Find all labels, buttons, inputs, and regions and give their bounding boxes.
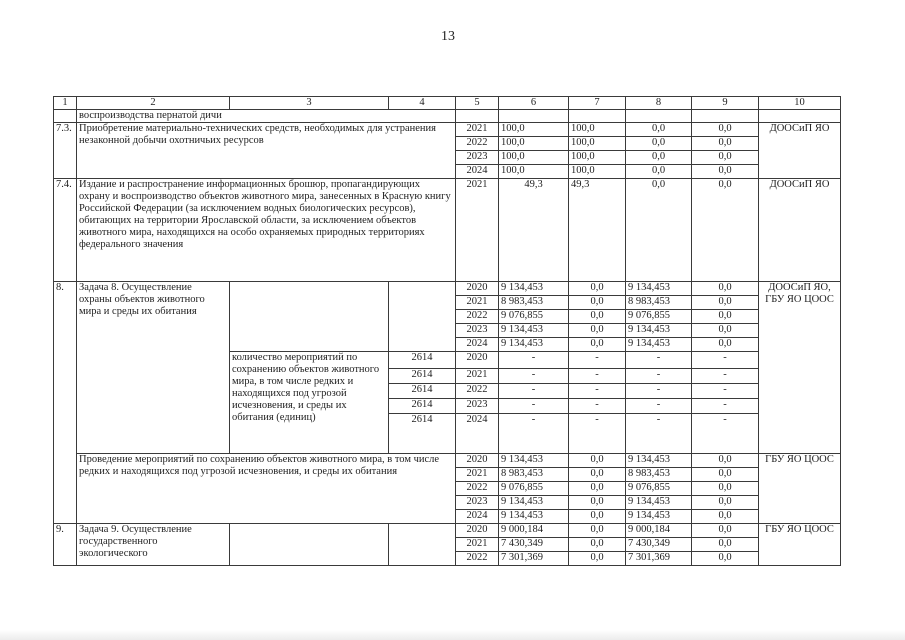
value-cell: 0,0 <box>569 468 626 482</box>
year-cell: 2021 <box>456 296 499 310</box>
row-number: 7.3. <box>54 123 77 179</box>
empty-cell <box>389 282 456 352</box>
value-cell: 7 301,369 <box>626 552 692 566</box>
dash-cell: - <box>499 384 569 399</box>
empty-cell <box>54 110 77 123</box>
header-cell: 9 <box>692 97 759 110</box>
indicator-value: 2614 <box>389 369 456 384</box>
year-cell: 2021 <box>456 369 499 384</box>
executor-cell: ДООСиП ЯО <box>759 123 841 179</box>
value-cell: 0,0 <box>692 338 759 352</box>
dash-cell: - <box>692 414 759 454</box>
dash-cell: - <box>692 384 759 399</box>
dash-cell: - <box>499 414 569 454</box>
header-cell: 3 <box>230 97 389 110</box>
value-cell: 0,0 <box>569 454 626 468</box>
value-cell: 9 076,855 <box>626 310 692 324</box>
executor-cell: ГБУ ЯО ЦООС <box>759 524 841 566</box>
value-cell: 9 134,453 <box>499 496 569 510</box>
value-cell: 0,0 <box>692 468 759 482</box>
year-cell: 2022 <box>456 384 499 399</box>
executor-cell: ДООСиП ЯО <box>759 179 841 282</box>
value-cell: 0,0 <box>692 310 759 324</box>
value-cell: 0,0 <box>626 165 692 179</box>
value-cell: 9 076,855 <box>626 482 692 496</box>
scan-edge <box>0 630 905 640</box>
value-cell: 100,0 <box>569 151 626 165</box>
value-cell: 9 000,184 <box>499 524 569 538</box>
value-cell: 0,0 <box>626 137 692 151</box>
year-cell: 2020 <box>456 454 499 468</box>
dash-cell: - <box>569 384 626 399</box>
row-number: 7.4. <box>54 179 77 282</box>
value-cell: 9 134,453 <box>499 510 569 524</box>
dash-cell: - <box>569 369 626 384</box>
value-cell: 0,0 <box>692 482 759 496</box>
row-name: Приобретение материально-технических средств, необходимых для устранения незаконной добычи охотничьих ресурсов <box>77 123 456 179</box>
dash-cell: - <box>626 414 692 454</box>
value-cell: 0,0 <box>626 179 692 282</box>
value-cell: 0,0 <box>692 179 759 282</box>
value-cell: 0,0 <box>692 552 759 566</box>
value-cell: 0,0 <box>626 151 692 165</box>
value-cell: 0,0 <box>569 324 626 338</box>
indicator-value: 2614 <box>389 352 456 369</box>
dash-cell: - <box>499 352 569 369</box>
year-cell: 2023 <box>456 324 499 338</box>
value-cell: 0,0 <box>692 454 759 468</box>
value-cell: 0,0 <box>569 296 626 310</box>
value-cell: 9 134,453 <box>499 338 569 352</box>
year-cell: 2021 <box>456 538 499 552</box>
year-cell: 2022 <box>456 482 499 496</box>
value-cell: 0,0 <box>569 310 626 324</box>
value-cell: 0,0 <box>692 524 759 538</box>
executor-cell: ГБУ ЯО ЦООС <box>759 454 841 524</box>
empty-cell <box>230 524 389 566</box>
value-cell: 0,0 <box>692 296 759 310</box>
value-cell: 0,0 <box>569 552 626 566</box>
dash-cell: - <box>692 399 759 414</box>
value-cell: 0,0 <box>692 496 759 510</box>
value-cell: 49,3 <box>569 179 626 282</box>
value-cell: 0,0 <box>569 510 626 524</box>
dash-cell: - <box>569 352 626 369</box>
year-cell: 2020 <box>456 524 499 538</box>
indicator-value: 2614 <box>389 384 456 399</box>
value-cell: 49,3 <box>499 179 569 282</box>
header-cell: 8 <box>626 97 692 110</box>
value-cell: 100,0 <box>499 151 569 165</box>
value-cell: 0,0 <box>692 282 759 296</box>
dash-cell: - <box>499 399 569 414</box>
dash-cell: - <box>692 369 759 384</box>
year-cell: 2022 <box>456 552 499 566</box>
value-cell: 0,0 <box>569 524 626 538</box>
continuation-text: воспроизводства пернатой дичи <box>77 110 456 123</box>
empty-cell <box>230 282 389 352</box>
header-cell: 1 <box>54 97 77 110</box>
value-cell: 9 134,453 <box>626 454 692 468</box>
value-cell: 7 301,369 <box>499 552 569 566</box>
dash-cell: - <box>626 399 692 414</box>
empty-cell <box>692 110 759 123</box>
empty-cell <box>389 524 456 566</box>
page-number: 13 <box>441 29 455 44</box>
value-cell: 8 983,453 <box>626 468 692 482</box>
header-cell: 7 <box>569 97 626 110</box>
value-cell: 0,0 <box>692 324 759 338</box>
program-table <box>53 96 841 566</box>
empty-cell <box>626 110 692 123</box>
year-cell: 2022 <box>456 310 499 324</box>
table-row <box>54 179 841 282</box>
row-name: Задача 9. Осуществление государственного экологического <box>77 524 230 566</box>
table-row <box>54 454 841 468</box>
empty-cell <box>456 110 499 123</box>
year-cell: 2024 <box>456 338 499 352</box>
table-row <box>54 123 841 137</box>
value-cell: 7 430,349 <box>626 538 692 552</box>
year-cell: 2024 <box>456 165 499 179</box>
empty-cell <box>499 110 569 123</box>
value-cell: 8 983,453 <box>626 296 692 310</box>
header-cell: 10 <box>759 97 841 110</box>
executor-cell: ДООСиП ЯО, ГБУ ЯО ЦООС <box>759 282 841 454</box>
year-cell: 2023 <box>456 399 499 414</box>
value-cell: 0,0 <box>692 137 759 151</box>
row-name: Проведение мероприятий по сохранению объектов животного мира, в том числе редких и находящихся под угрозой исчезновения, и среды их обитания <box>77 454 456 524</box>
empty-cell <box>569 110 626 123</box>
row-number: 8. <box>54 282 77 524</box>
dash-cell: - <box>569 414 626 454</box>
value-cell: 9 134,453 <box>499 282 569 296</box>
value-cell: 100,0 <box>569 165 626 179</box>
dash-cell: - <box>692 352 759 369</box>
empty-cell <box>759 110 841 123</box>
dash-cell: - <box>626 352 692 369</box>
value-cell: 100,0 <box>569 123 626 137</box>
year-cell: 2024 <box>456 414 499 454</box>
value-cell: 100,0 <box>499 165 569 179</box>
table-row <box>54 282 841 296</box>
row-number: 9. <box>54 524 77 566</box>
year-cell: 2021 <box>456 123 499 137</box>
value-cell: 0,0 <box>692 123 759 137</box>
value-cell: 8 983,453 <box>499 296 569 310</box>
dash-cell: - <box>626 369 692 384</box>
value-cell: 0,0 <box>692 510 759 524</box>
table-row <box>54 524 841 538</box>
value-cell: 9 134,453 <box>626 282 692 296</box>
value-cell: 9 076,855 <box>499 310 569 324</box>
row-name: Издание и распространение информационных брошюр, пропагандирующих охрану и воспроизводство объектов животного мира, занесенных в Красную книгу Российской Федерации (за исключением водных биологических ресурсов), обитающих на территории Ярославской области, за исключением объектов животного мира, находящихся на особо охраняемых природных территориях федерального значения <box>77 179 456 282</box>
year-cell: 2020 <box>456 282 499 296</box>
year-cell: 2021 <box>456 179 499 282</box>
value-cell: 100,0 <box>499 137 569 151</box>
row-name: Задача 8. Осуществление охраны объектов животного мира и среды их обитания <box>77 282 230 454</box>
value-cell: 9 134,453 <box>626 510 692 524</box>
value-cell: 0,0 <box>569 482 626 496</box>
value-cell: 0,0 <box>626 123 692 137</box>
value-cell: 7 430,349 <box>499 538 569 552</box>
header-cell: 2 <box>77 97 230 110</box>
value-cell: 9 134,453 <box>626 338 692 352</box>
value-cell: 100,0 <box>499 123 569 137</box>
value-cell: 9 134,453 <box>626 324 692 338</box>
year-cell: 2023 <box>456 151 499 165</box>
value-cell: 0,0 <box>569 282 626 296</box>
header-cell: 6 <box>499 97 569 110</box>
dash-cell: - <box>626 384 692 399</box>
value-cell: 9 076,855 <box>499 482 569 496</box>
continuation-row <box>54 110 841 123</box>
value-cell: 0,0 <box>692 165 759 179</box>
value-cell: 8 983,453 <box>499 468 569 482</box>
header-cell: 5 <box>456 97 499 110</box>
value-cell: 0,0 <box>569 496 626 510</box>
indicator-name: количество мероприятий по сохранению объектов животного мира, в том числе редких и находящихся под угрозой исчезновения, и среды их обитания (единиц) <box>230 352 389 454</box>
value-cell: 9 134,453 <box>499 454 569 468</box>
dash-cell: - <box>569 399 626 414</box>
value-cell: 9 134,453 <box>499 324 569 338</box>
value-cell: 0,0 <box>692 538 759 552</box>
table-header-row <box>54 97 841 110</box>
header-cell: 4 <box>389 97 456 110</box>
indicator-value: 2614 <box>389 399 456 414</box>
value-cell: 0,0 <box>569 338 626 352</box>
value-cell: 0,0 <box>569 538 626 552</box>
indicator-value: 2614 <box>389 414 456 454</box>
value-cell: 9 000,184 <box>626 524 692 538</box>
year-cell: 2024 <box>456 510 499 524</box>
dash-cell: - <box>499 369 569 384</box>
value-cell: 0,0 <box>692 151 759 165</box>
year-cell: 2020 <box>456 352 499 369</box>
year-cell: 2023 <box>456 496 499 510</box>
year-cell: 2022 <box>456 137 499 151</box>
value-cell: 9 134,453 <box>626 496 692 510</box>
value-cell: 100,0 <box>569 137 626 151</box>
year-cell: 2021 <box>456 468 499 482</box>
